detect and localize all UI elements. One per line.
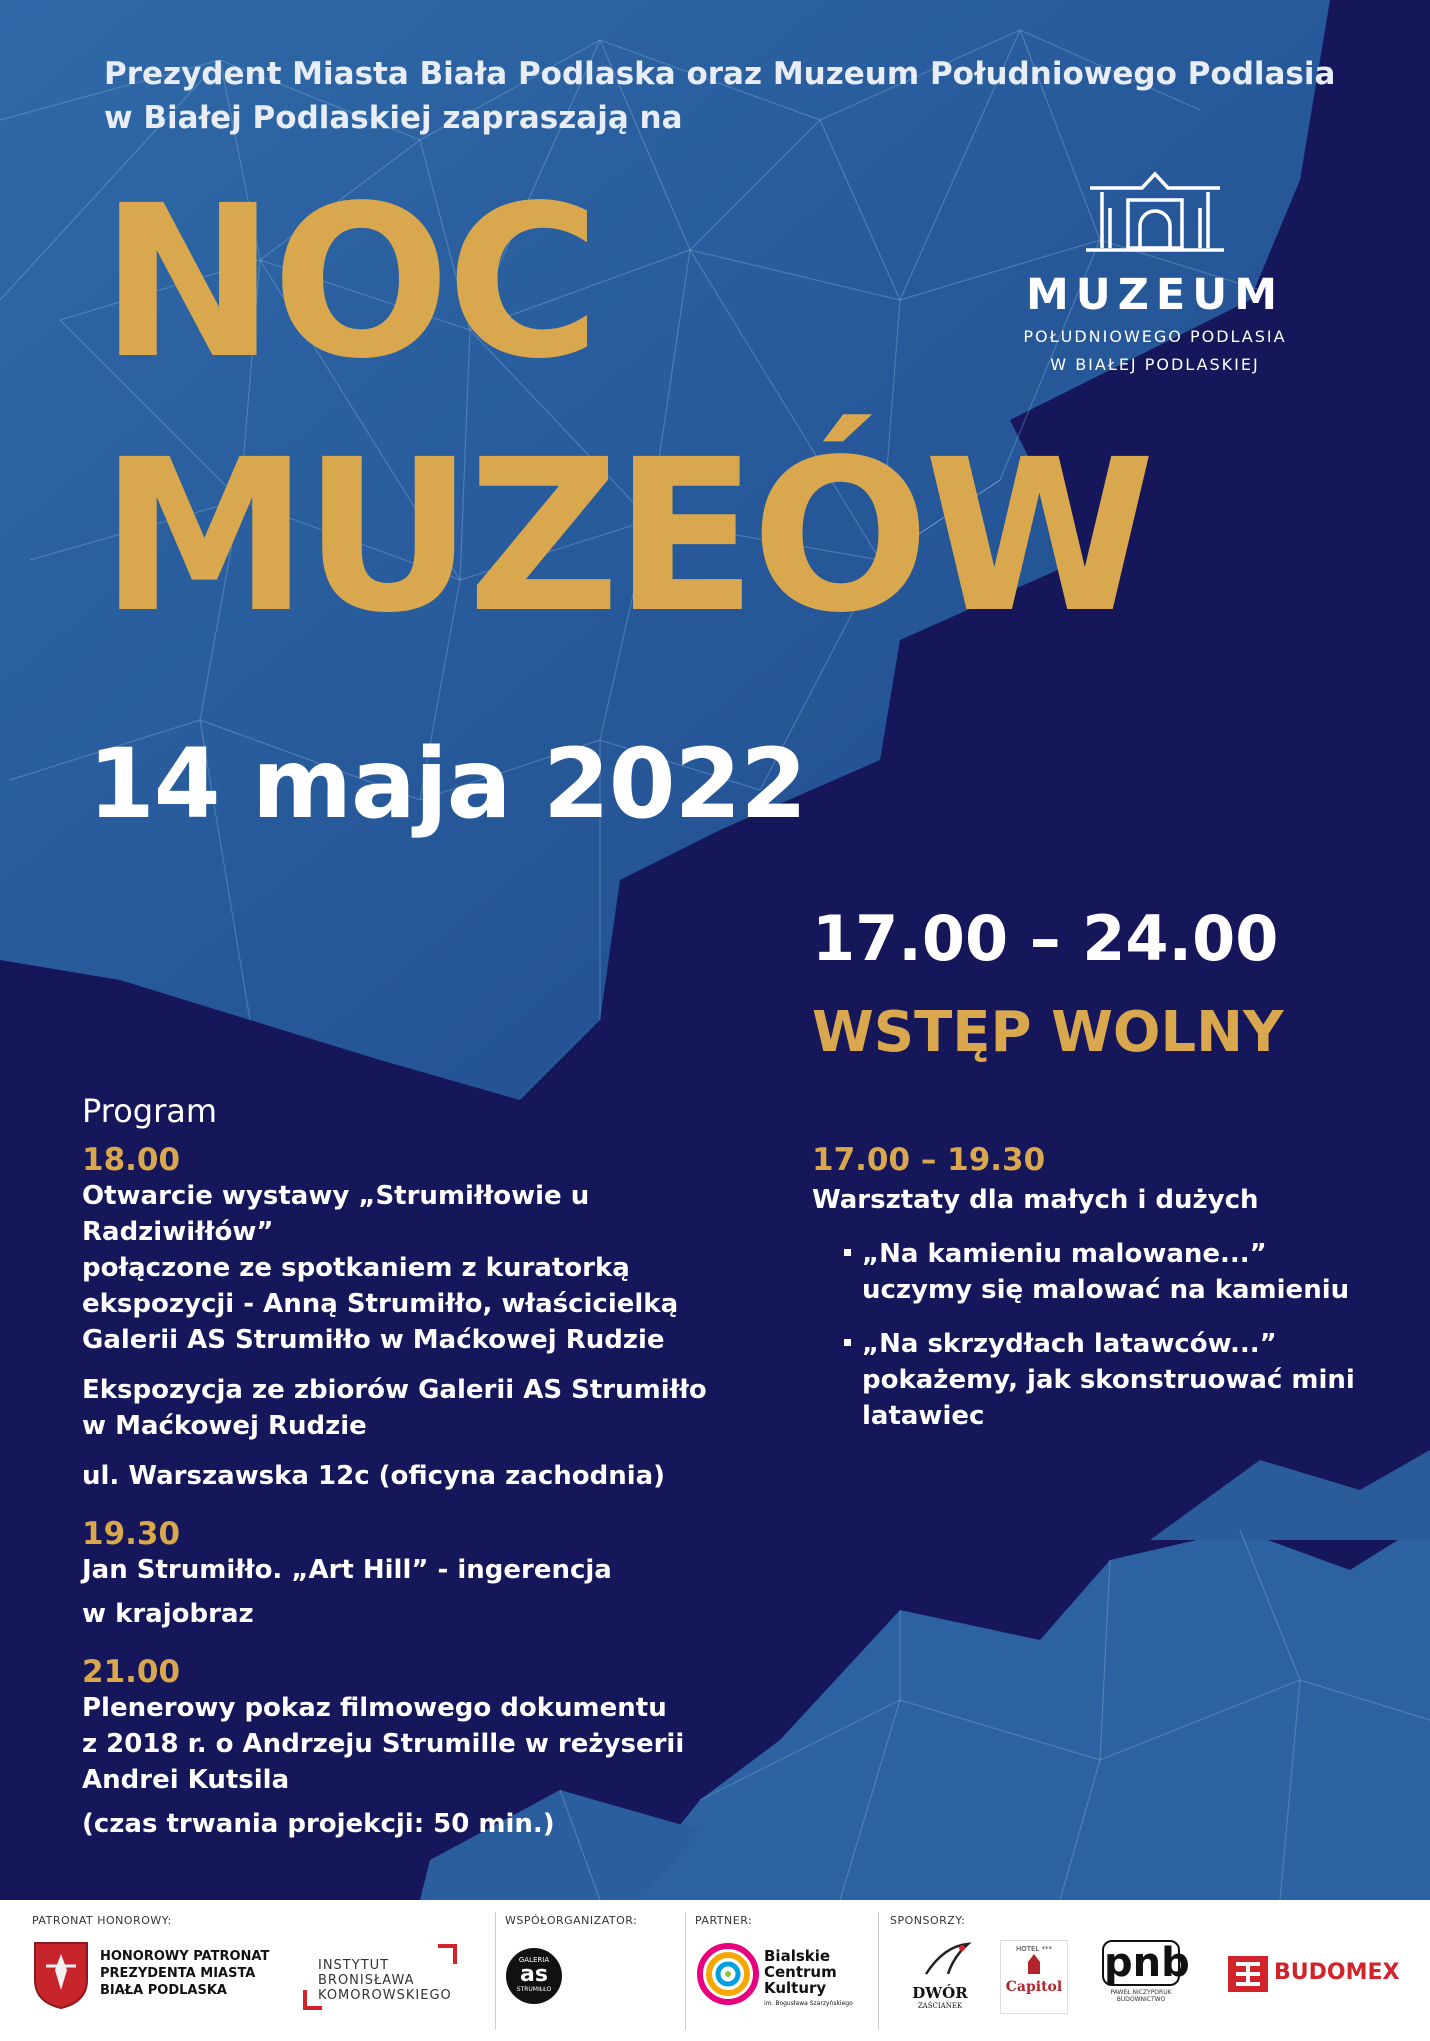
budomex-icon bbox=[1228, 1956, 1268, 1992]
program-heading: Program bbox=[82, 1092, 218, 1130]
workshop-title: Warsztaty dla małych i dużych bbox=[812, 1185, 1259, 1215]
bullet-line: uczymy się malować na kamieniu bbox=[862, 1275, 1350, 1305]
event-date: 14 maja 2022 bbox=[88, 728, 807, 840]
patron-line: PREZYDENTA MIASTA bbox=[100, 1966, 256, 1981]
program-address: ul. Warszawska 12c (oficyna zachodnia) bbox=[82, 1461, 666, 1491]
bck-line: Bialskie bbox=[764, 1947, 831, 1965]
pnb-line: BUDOWNICTWO bbox=[1116, 1996, 1166, 2003]
bck-line: im. Bogusława Szarzyńskiego bbox=[764, 2000, 853, 2007]
bck-swirl-icon bbox=[696, 1942, 760, 2006]
dwor-line: DWÓR bbox=[912, 1984, 968, 2002]
patron-line: HONOROWY PATRONAT bbox=[100, 1949, 270, 1964]
program-time-workshop: 17.00 – 19.30 bbox=[812, 1142, 1046, 1178]
museum-logo bbox=[1010, 168, 1300, 376]
program-time-1930: 19.30 bbox=[82, 1516, 181, 1552]
intro-line-2: w Białej Podlaskiej zapraszają na bbox=[104, 100, 683, 136]
program-line: połączone ze spotkaniem z kuratorką bbox=[82, 1253, 630, 1283]
dwor-line: ZAŚCIANEK bbox=[917, 2002, 963, 2010]
logo-sub-1: POŁUDNIOWEGO PODLASIA bbox=[1023, 327, 1287, 346]
budomex-text: BUDOMEX bbox=[1274, 1960, 1400, 1985]
capitol-line: HOTEL *** bbox=[1015, 1945, 1053, 1953]
program-exhibition-note bbox=[82, 1372, 722, 1444]
intro-text bbox=[104, 52, 1335, 140]
institute-line: INSTYTUT bbox=[318, 1958, 390, 1973]
city-crest-icon bbox=[32, 1940, 90, 2010]
program-line: Jan Strumiłło. „Art Hill” - ingerencja bbox=[82, 1555, 612, 1585]
program-line: w Maćkowej Rudzie bbox=[82, 1411, 367, 1441]
program-line: Andrei Kutsila bbox=[82, 1765, 290, 1795]
capitol-logo bbox=[1000, 1940, 1068, 2014]
bullet-line: pokażemy, jak skonstruować mini bbox=[862, 1365, 1355, 1395]
galeria-line: GALERIA bbox=[518, 1956, 550, 1964]
program-time-2100: 21.00 bbox=[82, 1654, 181, 1690]
patron-text bbox=[100, 1948, 269, 1999]
footer-divider bbox=[878, 1912, 879, 2030]
title-line-1: NOC bbox=[100, 160, 597, 405]
institute-line: BRONISŁAWA bbox=[318, 1973, 415, 1988]
program-left-column bbox=[82, 1142, 722, 1842]
footer-divider bbox=[685, 1912, 686, 2030]
bck-line: Kultury bbox=[764, 1979, 827, 1997]
footer-divider bbox=[495, 1912, 496, 2030]
program-time-1800: 18.00 bbox=[82, 1142, 181, 1178]
label-sponsors: SPONSORZY: bbox=[890, 1914, 966, 1927]
sponsor-footer bbox=[0, 1900, 1430, 2041]
institute-text bbox=[318, 1958, 452, 2003]
program-item-2100 bbox=[82, 1690, 722, 1798]
museum-building-icon bbox=[1080, 168, 1230, 258]
galeria-line: as bbox=[520, 1962, 548, 1987]
capitol-line: Capitol bbox=[1005, 1979, 1063, 1995]
label-patron: PATRONAT HONOROWY: bbox=[32, 1914, 172, 1927]
program-line: w krajobraz bbox=[82, 1599, 254, 1629]
program-item-1800 bbox=[82, 1178, 722, 1358]
program-line: Galerii AS Strumiłło w Maćkowej Rudzie bbox=[82, 1325, 665, 1355]
galeria-as-logo bbox=[506, 1948, 562, 2004]
program-line: Ekspozycja ze zbiorów Galerii AS Strumiłło bbox=[82, 1375, 707, 1405]
title-line-2: MUZEÓW bbox=[100, 414, 1150, 659]
pnb-line: PAWEŁ NICZYPORUK bbox=[1110, 1989, 1172, 1996]
logo-wordmark: MUZEUM bbox=[1026, 270, 1284, 320]
program-duration-note: (czas trwania projekcji: 50 min.) bbox=[82, 1809, 555, 1839]
program-item-1930 bbox=[82, 1552, 722, 1632]
stork-icon bbox=[918, 1940, 974, 1980]
program-line: Otwarcie wystawy „Strumiłłowie u Radziwiłłów” bbox=[82, 1181, 590, 1247]
workshop-bullet-2 bbox=[844, 1326, 1372, 1434]
program-line: z 2018 r. o Andrzeju Strumille w reżyserii bbox=[82, 1729, 685, 1759]
logo-sub-2: W BIAŁEJ PODLASKIEJ bbox=[1050, 355, 1260, 374]
bullet-line: latawiec bbox=[862, 1401, 985, 1431]
label-coorganizer: WSPÓŁORGANIZATOR: bbox=[505, 1914, 638, 1927]
bck-line: Centrum bbox=[764, 1963, 837, 1981]
galeria-line: STRUMIŁŁO bbox=[516, 1986, 552, 1993]
label-partner: PARTNER: bbox=[695, 1914, 753, 1927]
institute-line: KOMOROWSKIEGO bbox=[318, 1988, 452, 2003]
program-line: ekspozycji - Anną Strumiłło, właścicielką bbox=[82, 1289, 679, 1319]
free-entry: WSTĘP WOLNY bbox=[812, 1000, 1284, 1065]
event-hours: 17.00 – 24.00 bbox=[812, 902, 1279, 975]
capitol-tower-icon bbox=[1024, 1953, 1044, 1975]
program-right-column bbox=[812, 1142, 1372, 1434]
intro-line-1: Prezydent Miasta Biała Podlaska oraz Muzeum Południowego Podlasia bbox=[104, 56, 1336, 92]
workshop-bullet-1 bbox=[844, 1236, 1372, 1308]
bck-text bbox=[764, 1948, 853, 2012]
pnb-logo bbox=[1092, 1940, 1190, 2012]
bullet-line: „Na kamieniu malowane...” bbox=[862, 1239, 1267, 1269]
dwor-text bbox=[902, 1984, 978, 2010]
bullet-line: „Na skrzydłach latawców...” bbox=[862, 1329, 1277, 1359]
pnb-mark: pnb bbox=[1104, 1940, 1190, 1986]
patron-line: BIAŁA PODLASKA bbox=[100, 1983, 227, 1998]
program-line: Plenerowy pokaz filmowego dokumentu bbox=[82, 1693, 667, 1723]
